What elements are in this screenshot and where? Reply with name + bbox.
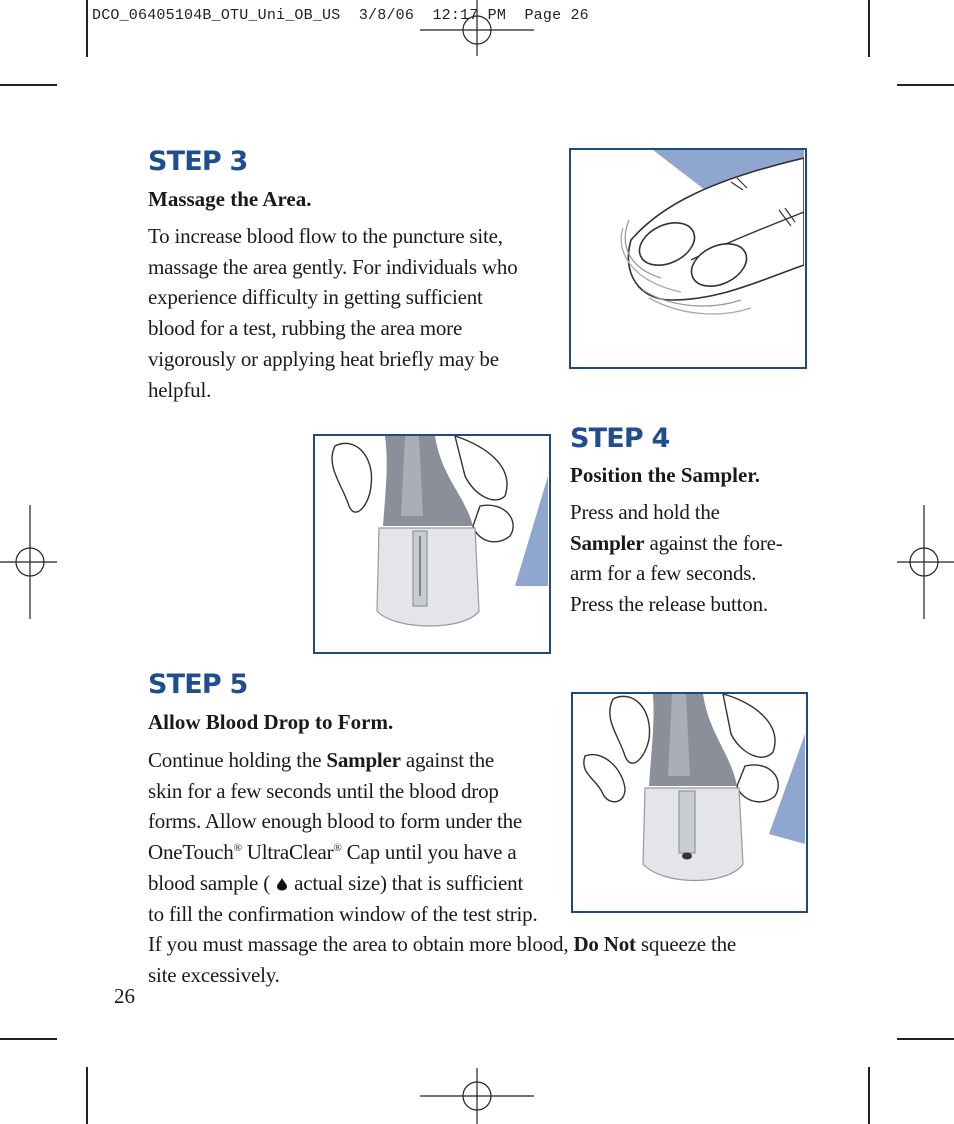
step4-body <box>570 497 783 620</box>
step5-line: to fill the confirmation window of the test strip. <box>148 901 538 926</box>
step5-subheading: Allow Blood Drop to Form. <box>148 710 394 734</box>
blood-drop-icon <box>275 877 289 891</box>
crop-mark-bottom-right-v <box>868 1067 870 1124</box>
registration-mark-bottom <box>420 1064 534 1124</box>
step5-text: If you must massage the area to obtain more blood, <box>148 932 574 957</box>
crop-mark-bottom-left-v <box>86 1067 88 1124</box>
registration-mark-top <box>420 0 534 60</box>
step4-line-rest: against the fore- <box>644 530 783 555</box>
step4-illustration-sampler <box>313 434 551 654</box>
print-slug: DCO_06405104B_OTU_Uni_OB_US 3/8/06 12:17 PM Page 26 <box>92 7 589 24</box>
step5-line <box>148 929 736 960</box>
crop-mark-top-left-v <box>86 0 88 57</box>
step3-subheading: Massage the Area. <box>148 187 312 211</box>
step5-illustration-blood-drop <box>571 692 808 913</box>
step5-heading: STEP 5 <box>148 669 248 700</box>
step3-heading: STEP 3 <box>148 146 248 177</box>
brand-ultraclear: UltraClear <box>241 840 334 865</box>
step4-line: Press and hold the <box>570 500 720 524</box>
step5-text: against the <box>400 748 495 772</box>
step5-line: forms. Allow enough blood to form under the <box>148 809 523 834</box>
step5-text: Cap until you have a <box>341 840 517 865</box>
crop-mark-top-right-h <box>897 84 954 86</box>
step5-line: site excessively. <box>148 962 280 987</box>
step5-text: squeeze the <box>635 932 737 957</box>
crop-mark-bottom-right-h <box>897 1038 954 1040</box>
step4-subheading: Position the Sampler. <box>570 463 760 487</box>
registration-mark-right <box>894 505 954 619</box>
registered-mark: ® <box>233 842 242 855</box>
step3-line: helpful. <box>148 377 212 402</box>
step4-line: Press the release button. <box>570 592 768 617</box>
registration-mark-left <box>0 505 60 619</box>
page-number: 26 <box>114 984 135 1008</box>
sampler-term: Sampler <box>570 530 645 555</box>
step5-text: actual size) that is sufficient <box>289 870 524 895</box>
step3-line: experience difficulty in getting sufficient <box>148 285 483 310</box>
step3-illustration-massage <box>569 148 807 369</box>
step3-line: To increase blood flow to the puncture site, <box>148 224 503 248</box>
step3-body <box>148 221 518 405</box>
step4-heading: STEP 4 <box>570 423 670 454</box>
step4-line: arm for a few seconds. <box>570 561 757 586</box>
step4-line <box>570 528 783 559</box>
crop-mark-bottom-left-h <box>0 1038 57 1040</box>
crop-mark-top-left-h <box>0 84 57 86</box>
step5-text: Continue holding the <box>148 748 327 772</box>
step5-line: skin for a few seconds until the blood drop <box>148 778 499 803</box>
do-not-warning: Do Not <box>573 932 636 957</box>
brand-onetouch: OneTouch <box>148 840 234 865</box>
sampler-term: Sampler <box>326 748 401 772</box>
registered-mark: ® <box>333 842 342 855</box>
step3-line: blood for a test, rubbing the area more <box>148 316 463 341</box>
step3-line: massage the area gently. For individuals who <box>148 254 518 279</box>
step3-line: vigorously or applying heat briefly may be <box>148 346 499 371</box>
crop-mark-top-right-v <box>868 0 870 57</box>
step5-text: blood sample ( <box>148 870 276 895</box>
